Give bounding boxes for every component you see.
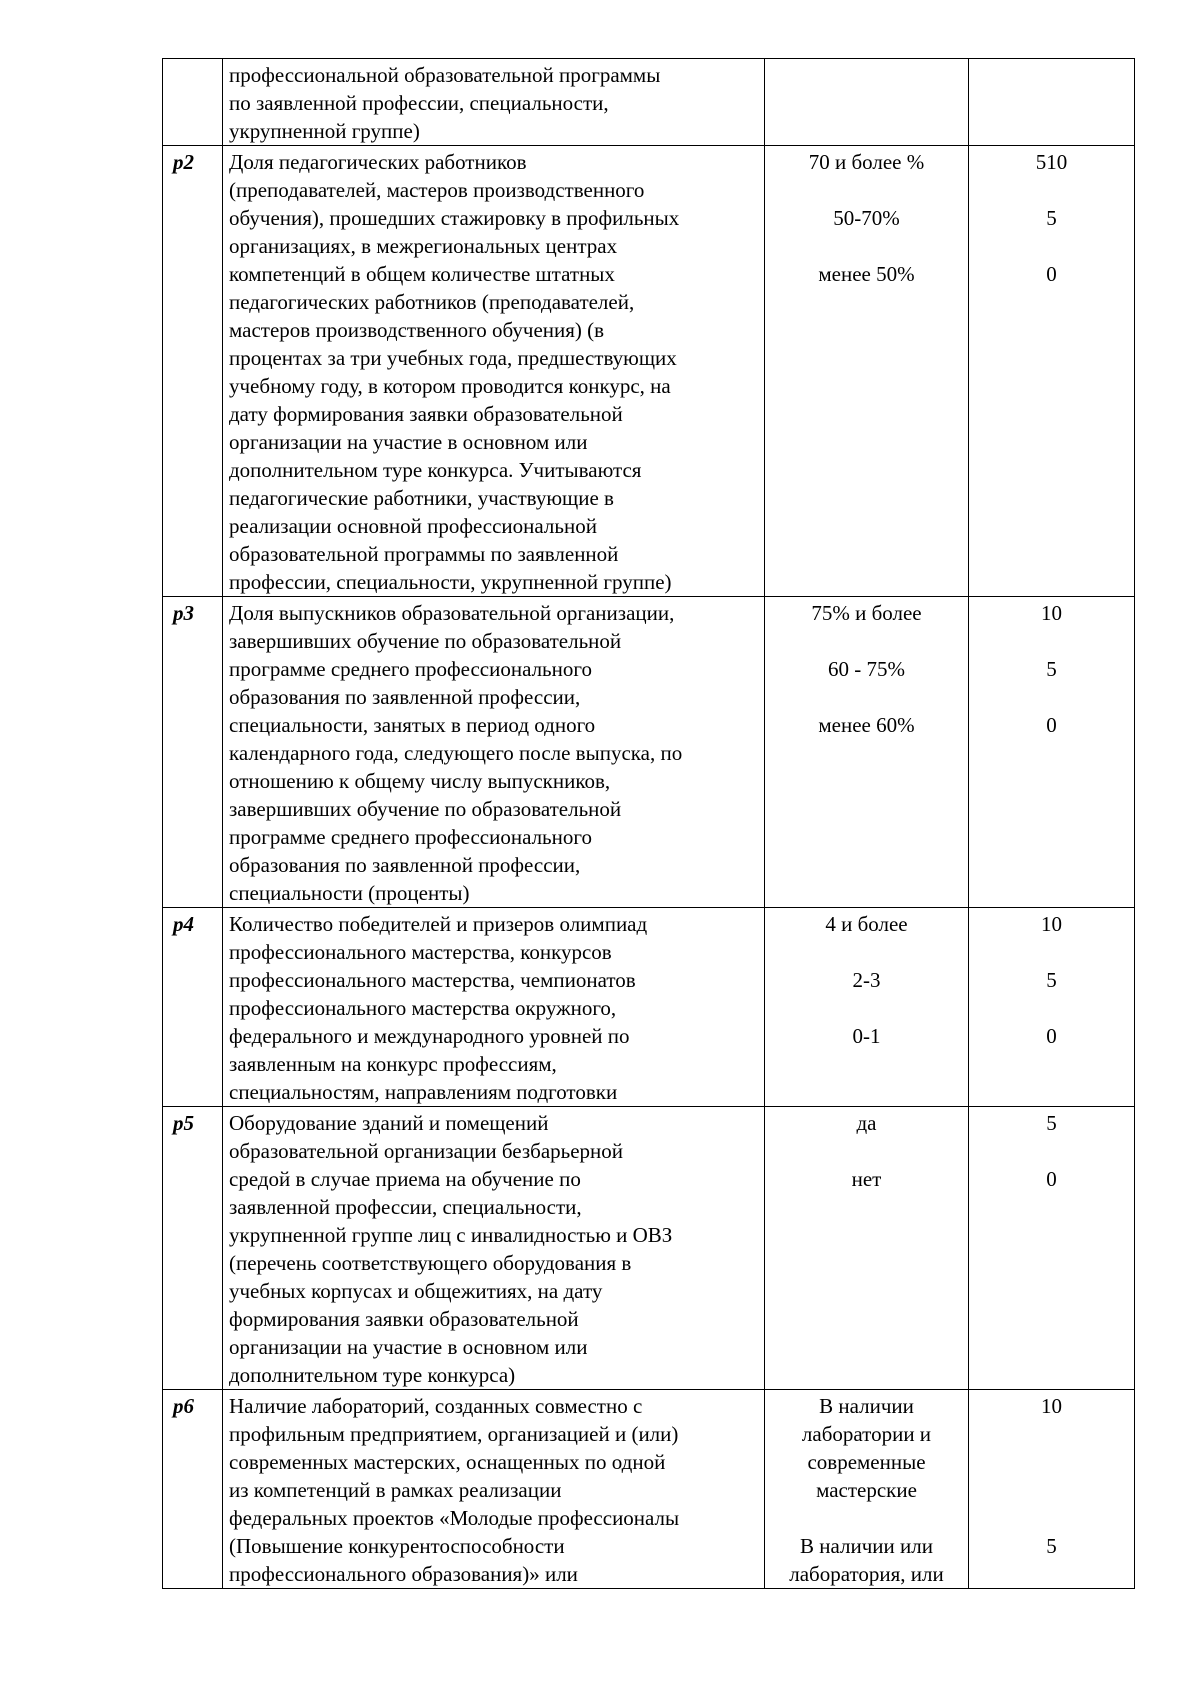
- value-option: В наличии: [819, 1394, 914, 1418]
- table-row: [163, 59, 1135, 146]
- criterion-code: p6: [163, 1390, 223, 1589]
- score-option: 0: [1046, 262, 1057, 286]
- description-line: специальностям, направлениям подготовки: [229, 1080, 618, 1104]
- description-line: федерального и международного уровней по: [229, 1024, 630, 1048]
- description-line: педагогических работников (преподавателей,: [229, 290, 635, 314]
- value-option: 2-3: [852, 968, 881, 992]
- criterion-code: p2: [163, 146, 223, 597]
- value-option: менее 60%: [818, 713, 915, 737]
- value-option: лаборатории и: [801, 1422, 932, 1446]
- value-option: нет: [851, 1167, 882, 1191]
- criteria-table-body: [163, 59, 1135, 1589]
- score-option: 5: [1046, 206, 1057, 230]
- criterion-description: [223, 908, 765, 1107]
- description-line: процентах за три учебных года, предшествующих: [229, 346, 677, 370]
- description-line: дополнительном туре конкурса. Учитываются: [229, 458, 642, 482]
- value-option: современные: [807, 1450, 926, 1474]
- table-row: [163, 908, 1135, 1107]
- description-line: укрупненной группе лиц с инвалидностью и ОВЗ: [229, 1223, 673, 1247]
- description-line: формирования заявки образовательной: [229, 1307, 579, 1331]
- description-line: укрупненной группе): [229, 119, 420, 143]
- description-line: организации на участие в основном или: [229, 430, 588, 454]
- description-line: профессионального мастерства, чемпионатов: [229, 968, 636, 992]
- criterion-description: [223, 1390, 765, 1589]
- score-option: [975, 1476, 1128, 1504]
- description-line: Доля педагогических работников: [229, 150, 527, 174]
- score-option: 0: [1046, 1167, 1057, 1191]
- value-option: менее 50%: [818, 262, 915, 286]
- value-option: 70 и более %: [808, 150, 925, 174]
- description-line: профессионального мастерства окружного,: [229, 996, 617, 1020]
- criterion-values: [765, 146, 969, 597]
- value-option: 60 - 75%: [828, 657, 905, 681]
- criterion-values: [765, 597, 969, 908]
- description-line: учебному году, в котором проводится конкурс, на: [229, 374, 671, 398]
- table-row: [163, 146, 1135, 597]
- score-option: 5: [1046, 657, 1057, 681]
- criteria-table: [162, 58, 1135, 1589]
- criterion-code: p3: [163, 597, 223, 908]
- score-option: 10: [1041, 912, 1062, 936]
- description-line: по заявленной профессии, специальности,: [229, 91, 609, 115]
- score-option: [975, 1448, 1128, 1476]
- description-line: (преподавателей, мастеров производственного: [229, 178, 645, 202]
- value-option: В наличии или: [800, 1534, 933, 1558]
- criterion-description: [223, 597, 765, 908]
- criterion-scores: [969, 1107, 1135, 1390]
- description-line: специальности (проценты): [229, 881, 470, 905]
- description-line: Наличие лабораторий, созданных совместно с: [229, 1394, 643, 1418]
- score-option: 510: [1035, 150, 1068, 174]
- criterion-description: [223, 59, 765, 146]
- criterion-values: [765, 1390, 969, 1589]
- description-line: профессиональной образовательной программы: [229, 63, 661, 87]
- criterion-description: [223, 146, 765, 597]
- description-line: завершивших обучение по образовательной: [229, 797, 622, 821]
- score-option: [975, 1504, 1128, 1532]
- score-option: 0: [1046, 1024, 1057, 1048]
- criterion-values: [765, 59, 969, 146]
- description-line: федеральных проектов «Молодые профессионалы: [229, 1506, 680, 1530]
- value-option: лаборатория, или: [789, 1562, 944, 1586]
- description-line: дату формирования заявки образовательной: [229, 402, 623, 426]
- score-option: 10: [1041, 1394, 1062, 1418]
- score-option: 10: [1041, 601, 1062, 625]
- description-line: мастеров производственного обучения) (в: [229, 318, 605, 342]
- description-line: специальности, занятых в период одного: [229, 713, 596, 737]
- description-line: обучения), прошедших стажировку в профильных: [229, 206, 680, 230]
- criterion-description: [223, 1107, 765, 1390]
- value-option: да: [856, 1111, 877, 1135]
- description-line: дополнительном туре конкурса): [229, 1363, 516, 1387]
- description-line: профессионального образования)» или: [229, 1562, 578, 1586]
- score-option: 5: [1046, 1534, 1057, 1558]
- description-line: профессионального мастерства, конкурсов: [229, 940, 612, 964]
- score-option: 5: [1046, 968, 1057, 992]
- description-line: образовательной программы по заявленной: [229, 542, 619, 566]
- table-row: [163, 1390, 1135, 1589]
- description-line: педагогические работники, участвующие в: [229, 486, 614, 510]
- value-option: 50-70%: [833, 206, 900, 230]
- score-option: 5: [1046, 1111, 1057, 1135]
- criterion-values: [765, 1107, 969, 1390]
- description-line: заявленной профессии, специальности,: [229, 1195, 582, 1219]
- score-option: [975, 1420, 1128, 1448]
- criterion-values: [765, 908, 969, 1107]
- description-line: заявленным на конкурс профессиям,: [229, 1052, 557, 1076]
- description-line: средой в случае приема на обучение по: [229, 1167, 581, 1191]
- criterion-code: [163, 59, 223, 146]
- description-line: профессии, специальности, укрупненной группе): [229, 570, 672, 594]
- value-option: мастерские: [816, 1478, 917, 1502]
- table-row: [163, 1107, 1135, 1390]
- description-line: Доля выпускников образовательной организации,: [229, 601, 675, 625]
- description-line: завершивших обучение по образовательной: [229, 629, 622, 653]
- description-line: образовательной организации безбарьерной: [229, 1139, 624, 1163]
- description-line: образования по заявленной профессии,: [229, 853, 581, 877]
- description-line: отношению к общему числу выпускников,: [229, 769, 611, 793]
- description-line: компетенций в общем количестве штатных: [229, 262, 615, 286]
- criterion-scores: [969, 146, 1135, 597]
- description-line: организациях, в межрегиональных центрах: [229, 234, 618, 258]
- description-line: Количество победителей и призеров олимпиад: [229, 912, 648, 936]
- description-line: программе среднего профессионального: [229, 825, 592, 849]
- criterion-scores: [969, 908, 1135, 1107]
- value-option: 0-1: [852, 1024, 881, 1048]
- description-line: современных мастерских, оснащенных по одной: [229, 1450, 666, 1474]
- description-line: учебных корпусах и общежитиях, на дату: [229, 1279, 603, 1303]
- table-row: [163, 597, 1135, 908]
- criterion-code: p5: [163, 1107, 223, 1390]
- value-option: 4 и более: [825, 912, 908, 936]
- criterion-scores: [969, 1390, 1135, 1589]
- criterion-scores: [969, 59, 1135, 146]
- score-option: [975, 1560, 1128, 1588]
- description-line: организации на участие в основном или: [229, 1335, 588, 1359]
- criterion-scores: [969, 597, 1135, 908]
- description-line: программе среднего профессионального: [229, 657, 592, 681]
- description-line: (перечень соответствующего оборудования в: [229, 1251, 632, 1275]
- criterion-code: p4: [163, 908, 223, 1107]
- description-line: из компетенций в рамках реализации: [229, 1478, 562, 1502]
- value-option: [771, 1504, 962, 1532]
- score-option: 0: [1046, 713, 1057, 737]
- description-line: реализации основной профессиональной: [229, 514, 597, 538]
- description-line: календарного года, следующего после выпуска, по: [229, 741, 683, 765]
- value-option: 75% и более: [811, 601, 922, 625]
- description-line: Оборудование зданий и помещений: [229, 1111, 549, 1135]
- description-line: образования по заявленной профессии,: [229, 685, 581, 709]
- description-line: профильным предприятием, организацией и (или): [229, 1422, 679, 1446]
- description-line: (Повышение конкурентоспособности: [229, 1534, 565, 1558]
